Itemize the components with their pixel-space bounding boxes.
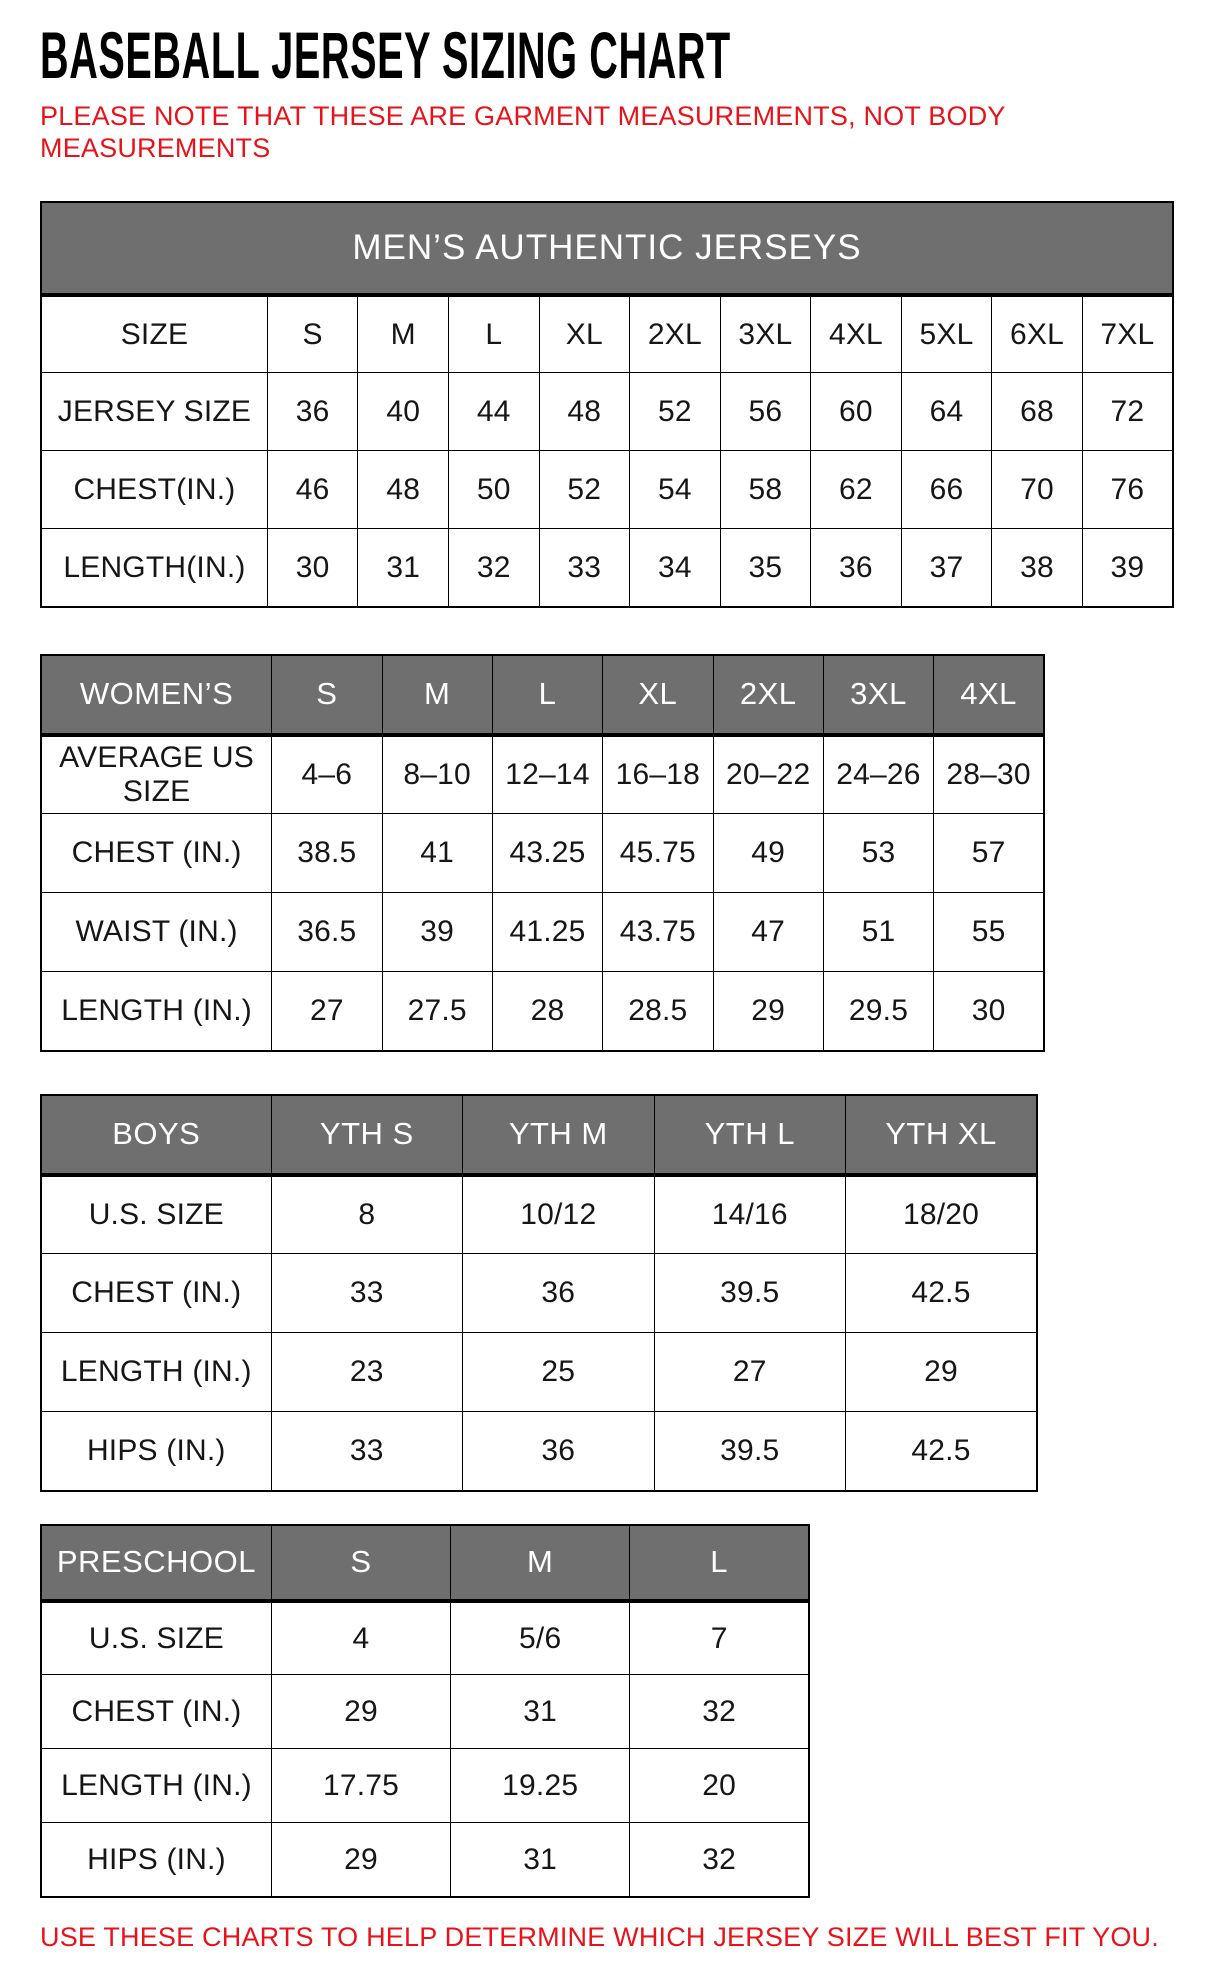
cell: 60 (811, 373, 902, 451)
table-row (41, 972, 1044, 1051)
cell: 72 (1082, 373, 1173, 451)
cell: 4–6 (272, 735, 382, 814)
womens-sizing-table (40, 654, 1045, 1052)
table-row (41, 1333, 1037, 1412)
row-label: LENGTH (IN.) (41, 1749, 271, 1823)
cell: 27.5 (382, 972, 492, 1051)
boys-sizing-table (40, 1094, 1038, 1492)
cell: 12–14 (492, 735, 602, 814)
column-header: YTH XL (846, 1095, 1037, 1175)
column-header: M (382, 655, 492, 735)
cell: 23 (271, 1333, 462, 1412)
table-banner-row (41, 202, 1173, 295)
cell: 76 (1082, 451, 1173, 529)
cell: 7XL (1082, 295, 1173, 373)
cell: 7 (630, 1601, 809, 1675)
cell: 34 (630, 529, 721, 607)
cell: 33 (539, 529, 630, 607)
cell: 29 (713, 972, 823, 1051)
cell: 32 (630, 1823, 809, 1897)
cell: 46 (267, 451, 358, 529)
cell: 27 (272, 972, 382, 1051)
cell: XL (539, 295, 630, 373)
cell: 39.5 (654, 1412, 845, 1491)
column-header: M (451, 1525, 630, 1601)
cell: 42.5 (846, 1412, 1037, 1491)
cell: 57 (934, 814, 1044, 893)
cell: 5XL (901, 295, 992, 373)
cell: 5/6 (451, 1601, 630, 1675)
footer-note: USE THESE CHARTS TO HELP DETERMINE WHICH JERSEY SIZE WILL BEST FIT YOU. (40, 1921, 1159, 1952)
table-row (41, 1823, 809, 1897)
cell: 8–10 (382, 735, 492, 814)
cell: 32 (630, 1675, 809, 1749)
womens-header-label: WOMEN’S (41, 655, 272, 735)
cell: 44 (448, 373, 539, 451)
cell: 39 (1082, 529, 1173, 607)
cell: 40 (358, 373, 449, 451)
cell: 29 (846, 1333, 1037, 1412)
column-header: S (271, 1525, 450, 1601)
cell: 8 (271, 1175, 462, 1254)
column-header: YTH S (271, 1095, 462, 1175)
column-header: S (272, 655, 382, 735)
cell: 10/12 (463, 1175, 654, 1254)
table-row (41, 1412, 1037, 1491)
cell: 39.5 (654, 1254, 845, 1333)
table-row (41, 295, 1173, 373)
row-label: HIPS (IN.) (41, 1823, 271, 1897)
page-title: BASEBALL JERSEY SIZING CHART (40, 18, 731, 92)
row-label: LENGTH (IN.) (41, 972, 272, 1051)
cell: 58 (720, 451, 811, 529)
table-row (41, 814, 1044, 893)
cell: 29 (271, 1675, 450, 1749)
column-header: YTH L (654, 1095, 845, 1175)
cell: 42.5 (846, 1254, 1037, 1333)
cell: 36 (267, 373, 358, 451)
row-label: LENGTH(IN.) (41, 529, 267, 607)
preschool-sizing-table (40, 1524, 810, 1898)
cell: 36.5 (272, 893, 382, 972)
cell: 55 (934, 893, 1044, 972)
row-label: CHEST (IN.) (41, 1254, 271, 1333)
garment-measurement-note (40, 100, 1200, 165)
cell: 41 (382, 814, 492, 893)
column-header: 3XL (823, 655, 933, 735)
cell: 20–22 (713, 735, 823, 814)
cell: 66 (901, 451, 992, 529)
cell: 6XL (992, 295, 1083, 373)
cell: 29 (271, 1823, 450, 1897)
cell: 49 (713, 814, 823, 893)
column-header: YTH M (463, 1095, 654, 1175)
cell: 36 (463, 1412, 654, 1491)
cell: 36 (463, 1254, 654, 1333)
row-label: CHEST (IN.) (41, 1675, 271, 1749)
cell: 37 (901, 529, 992, 607)
row-label: U.S. SIZE (41, 1601, 271, 1675)
row-label: CHEST (IN.) (41, 814, 272, 893)
column-header: 2XL (713, 655, 823, 735)
cell: 28.5 (603, 972, 713, 1051)
table-row (41, 1749, 809, 1823)
column-header: 4XL (934, 655, 1044, 735)
note-line-1: PLEASE NOTE THAT THESE ARE GARMENT MEASUREMENTS, NOT BODY (40, 101, 1006, 131)
cell: 47 (713, 893, 823, 972)
cell: 18/20 (846, 1175, 1037, 1254)
cell: 43.75 (603, 893, 713, 972)
column-header: L (492, 655, 602, 735)
row-label: AVERAGE US SIZE (41, 735, 272, 814)
cell: 35 (720, 529, 811, 607)
preschool-header-label: PRESCHOOL (41, 1525, 271, 1601)
cell: 70 (992, 451, 1083, 529)
cell: 24–26 (823, 735, 933, 814)
cell: 41.25 (492, 893, 602, 972)
cell: 64 (901, 373, 992, 451)
cell: 56 (720, 373, 811, 451)
cell: 17.75 (271, 1749, 450, 1823)
cell: 43.25 (492, 814, 602, 893)
table-row (41, 735, 1044, 814)
cell: 52 (630, 373, 721, 451)
mens-table-banner: MEN’S AUTHENTIC JERSEYS (41, 202, 1173, 295)
cell: 38.5 (272, 814, 382, 893)
row-label: U.S. SIZE (41, 1175, 271, 1254)
cell: 48 (539, 373, 630, 451)
cell: 27 (654, 1333, 845, 1412)
table-row (41, 451, 1173, 529)
row-label: SIZE (41, 295, 267, 373)
table-row (41, 373, 1173, 451)
cell: 29.5 (823, 972, 933, 1051)
table-row (41, 1675, 809, 1749)
cell: M (358, 295, 449, 373)
mens-sizing-table (40, 201, 1174, 608)
cell: 39 (382, 893, 492, 972)
table-row (41, 893, 1044, 972)
row-label: CHEST(IN.) (41, 451, 267, 529)
cell: 31 (451, 1675, 630, 1749)
cell: 33 (271, 1254, 462, 1333)
cell: 31 (451, 1823, 630, 1897)
row-label: LENGTH (IN.) (41, 1333, 271, 1412)
row-label: JERSEY SIZE (41, 373, 267, 451)
note-line-2: MEASUREMENTS (40, 133, 271, 164)
cell: 25 (463, 1333, 654, 1412)
table-header-row (41, 1525, 809, 1601)
cell: 32 (448, 529, 539, 607)
cell: L (448, 295, 539, 373)
cell: 36 (811, 529, 902, 607)
row-label: WAIST (IN.) (41, 893, 272, 972)
table-header-row (41, 655, 1044, 735)
cell: 28 (492, 972, 602, 1051)
cell: 28–30 (934, 735, 1044, 814)
cell: 33 (271, 1412, 462, 1491)
cell: 48 (358, 451, 449, 529)
cell: 30 (934, 972, 1044, 1051)
cell: 3XL (720, 295, 811, 373)
cell: 30 (267, 529, 358, 607)
table-row (41, 1175, 1037, 1254)
cell: 14/16 (654, 1175, 845, 1254)
cell: 16–18 (603, 735, 713, 814)
cell: 54 (630, 451, 721, 529)
cell: 4XL (811, 295, 902, 373)
cell: S (267, 295, 358, 373)
table-header-row (41, 1095, 1037, 1175)
cell: 38 (992, 529, 1083, 607)
table-row (41, 1254, 1037, 1333)
cell: 4 (271, 1601, 450, 1675)
cell: 20 (630, 1749, 809, 1823)
table-row (41, 1601, 809, 1675)
cell: 50 (448, 451, 539, 529)
cell: 62 (811, 451, 902, 529)
cell: 31 (358, 529, 449, 607)
cell: 68 (992, 373, 1083, 451)
cell: 45.75 (603, 814, 713, 893)
cell: 53 (823, 814, 933, 893)
column-header: XL (603, 655, 713, 735)
table-row (41, 529, 1173, 607)
boys-header-label: BOYS (41, 1095, 271, 1175)
cell: 19.25 (451, 1749, 630, 1823)
cell: 51 (823, 893, 933, 972)
row-label: HIPS (IN.) (41, 1412, 271, 1491)
cell: 52 (539, 451, 630, 529)
column-header: L (630, 1525, 809, 1601)
cell: 2XL (630, 295, 721, 373)
